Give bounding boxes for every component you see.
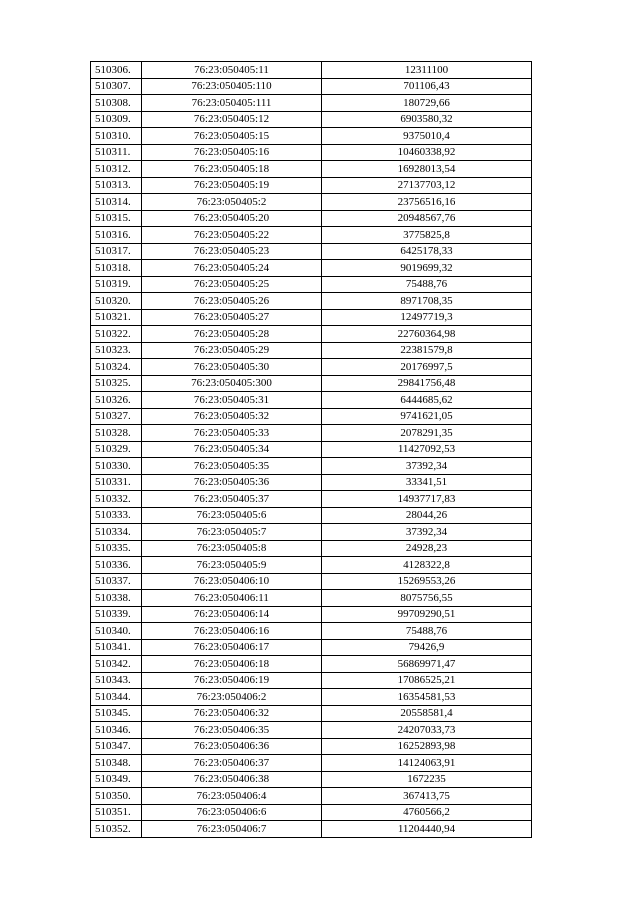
- cadastral-number-cell: 76:23:050405:31: [142, 392, 322, 409]
- row-number-cell: 510326.: [91, 392, 142, 409]
- table-row: [91, 441, 532, 458]
- row-number-cell: 510341.: [91, 639, 142, 656]
- cadastral-value-cell: 11427092,53: [322, 441, 532, 458]
- cadastral-number-cell: 76:23:050406:38: [142, 771, 322, 788]
- table-row: [91, 210, 532, 227]
- cadastral-number-cell: 76:23:050405:16: [142, 144, 322, 161]
- row-number-cell: 510318.: [91, 260, 142, 277]
- row-number-cell: 510327.: [91, 408, 142, 425]
- row-number-cell: 510321.: [91, 309, 142, 326]
- table-row: [91, 524, 532, 541]
- cadastral-value-cell: 79426,9: [322, 639, 532, 656]
- cadastral-number-cell: 76:23:050406:35: [142, 722, 322, 739]
- table-row: [91, 804, 532, 821]
- table-row: [91, 227, 532, 244]
- table-body: [91, 62, 532, 838]
- cadastral-value-cell: 24207033,73: [322, 722, 532, 739]
- row-number-cell: 510344.: [91, 689, 142, 706]
- cadastral-value-cell: 6444685,62: [322, 392, 532, 409]
- cadastral-value-cell: 180729,66: [322, 95, 532, 112]
- cadastral-number-cell: 76:23:050405:27: [142, 309, 322, 326]
- table-row: [91, 672, 532, 689]
- row-number-cell: 510345.: [91, 705, 142, 722]
- row-number-cell: 510342.: [91, 656, 142, 673]
- row-number-cell: 510351.: [91, 804, 142, 821]
- row-number-cell: 510346.: [91, 722, 142, 739]
- cadastral-number-cell: 76:23:050405:9: [142, 557, 322, 574]
- cadastral-number-cell: 76:23:050405:7: [142, 524, 322, 541]
- row-number-cell: 510329.: [91, 441, 142, 458]
- table-row: [91, 788, 532, 805]
- cadastral-value-cell: 11204440,94: [322, 821, 532, 838]
- cadastral-number-cell: 76:23:050406:32: [142, 705, 322, 722]
- cadastral-number-cell: 76:23:050405:30: [142, 359, 322, 376]
- cadastral-value-cell: 9375010,4: [322, 128, 532, 145]
- table-row: [91, 375, 532, 392]
- row-number-cell: 510319.: [91, 276, 142, 293]
- cadastral-number-cell: 76:23:050405:32: [142, 408, 322, 425]
- cadastral-value-cell: 367413,75: [322, 788, 532, 805]
- cadastral-value-cell: 56869971,47: [322, 656, 532, 673]
- cadastral-value-cell: 12311100: [322, 62, 532, 79]
- row-number-cell: 510348.: [91, 755, 142, 772]
- cadastral-value-cell: 4760566,2: [322, 804, 532, 821]
- table-row: [91, 623, 532, 640]
- table-row: [91, 194, 532, 211]
- cadastral-number-cell: 76:23:050405:12: [142, 111, 322, 128]
- cadastral-value-cell: 99709290,51: [322, 606, 532, 623]
- table-row: [91, 62, 532, 79]
- table-row: [91, 474, 532, 491]
- cadastral-number-cell: 76:23:050405:24: [142, 260, 322, 277]
- cadastral-value-cell: 37392,34: [322, 458, 532, 475]
- cadastral-value-cell: 16928013,54: [322, 161, 532, 178]
- row-number-cell: 510323.: [91, 342, 142, 359]
- cadastral-value-cell: 6425178,33: [322, 243, 532, 260]
- table-row: [91, 177, 532, 194]
- row-number-cell: 510310.: [91, 128, 142, 145]
- cadastral-value-cell: 8075756,55: [322, 590, 532, 607]
- cadastral-value-cell: 8971708,35: [322, 293, 532, 310]
- cadastral-value-cell: 1672235: [322, 771, 532, 788]
- row-number-cell: 510324.: [91, 359, 142, 376]
- cadastral-number-cell: 76:23:050405:37: [142, 491, 322, 508]
- table-row: [91, 491, 532, 508]
- cadastral-number-cell: 76:23:050406:7: [142, 821, 322, 838]
- cadastral-value-cell: 24928,23: [322, 540, 532, 557]
- table-row: [91, 771, 532, 788]
- cadastral-number-cell: 76:23:050405:36: [142, 474, 322, 491]
- cadastral-number-cell: 76:23:050405:8: [142, 540, 322, 557]
- row-number-cell: 510315.: [91, 210, 142, 227]
- table-row: [91, 276, 532, 293]
- cadastral-value-cell: 16354581,53: [322, 689, 532, 706]
- cadastral-value-cell: 4128322,8: [322, 557, 532, 574]
- cadastral-number-cell: 76:23:050406:19: [142, 672, 322, 689]
- row-number-cell: 510331.: [91, 474, 142, 491]
- cadastral-value-cell: 15269553,26: [322, 573, 532, 590]
- cadastral-number-cell: 76:23:050405:26: [142, 293, 322, 310]
- row-number-cell: 510320.: [91, 293, 142, 310]
- row-number-cell: 510307.: [91, 78, 142, 95]
- row-number-cell: 510347.: [91, 738, 142, 755]
- cadastral-number-cell: 76:23:050406:2: [142, 689, 322, 706]
- row-number-cell: 510352.: [91, 821, 142, 838]
- table-row: [91, 507, 532, 524]
- table-row: [91, 639, 532, 656]
- table-row: [91, 425, 532, 442]
- cadastral-value-cell: 9741621,05: [322, 408, 532, 425]
- cadastral-value-cell: 16252893,98: [322, 738, 532, 755]
- row-number-cell: 510343.: [91, 672, 142, 689]
- cadastral-value-cell: 75488,76: [322, 276, 532, 293]
- table-row: [91, 359, 532, 376]
- row-number-cell: 510350.: [91, 788, 142, 805]
- row-number-cell: 510314.: [91, 194, 142, 211]
- row-number-cell: 510311.: [91, 144, 142, 161]
- cadastral-number-cell: 76:23:050406:18: [142, 656, 322, 673]
- cadastral-value-cell: 6903580,32: [322, 111, 532, 128]
- cadastral-number-cell: 76:23:050406:16: [142, 623, 322, 640]
- cadastral-value-cell: 37392,34: [322, 524, 532, 541]
- cadastral-number-cell: 76:23:050406:14: [142, 606, 322, 623]
- table-row: [91, 408, 532, 425]
- cadastral-value-cell: 2078291,35: [322, 425, 532, 442]
- table-row: [91, 689, 532, 706]
- cadastral-value-cell: 27137703,12: [322, 177, 532, 194]
- table-row: [91, 111, 532, 128]
- table-row: [91, 540, 532, 557]
- cadastral-value-cell: 9019699,32: [322, 260, 532, 277]
- cadastral-value-cell: 33341,51: [322, 474, 532, 491]
- row-number-cell: 510328.: [91, 425, 142, 442]
- table-row: [91, 755, 532, 772]
- row-number-cell: 510312.: [91, 161, 142, 178]
- row-number-cell: 510313.: [91, 177, 142, 194]
- row-number-cell: 510334.: [91, 524, 142, 541]
- cadastral-value-cell: 23756516,16: [322, 194, 532, 211]
- row-number-cell: 510339.: [91, 606, 142, 623]
- cadastral-value-cell: 22760364,98: [322, 326, 532, 343]
- cadastral-number-cell: 76:23:050405:2: [142, 194, 322, 211]
- table-row: [91, 722, 532, 739]
- table-row: [91, 326, 532, 343]
- cadastral-number-cell: 76:23:050405:33: [142, 425, 322, 442]
- row-number-cell: 510306.: [91, 62, 142, 79]
- cadastral-number-cell: 76:23:050405:111: [142, 95, 322, 112]
- table-row: [91, 738, 532, 755]
- cadastral-number-cell: 76:23:050406:37: [142, 755, 322, 772]
- table-row: [91, 309, 532, 326]
- cadastral-number-cell: 76:23:050405:19: [142, 177, 322, 194]
- cadastral-number-cell: 76:23:050405:6: [142, 507, 322, 524]
- table-row: [91, 144, 532, 161]
- cadastral-number-cell: 76:23:050405:29: [142, 342, 322, 359]
- row-number-cell: 510337.: [91, 573, 142, 590]
- table-row: [91, 705, 532, 722]
- cadastral-number-cell: 76:23:050405:28: [142, 326, 322, 343]
- cadastral-value-cell: 20176997,5: [322, 359, 532, 376]
- table-row: [91, 342, 532, 359]
- row-number-cell: 510338.: [91, 590, 142, 607]
- table-row: [91, 293, 532, 310]
- cadastral-number-cell: 76:23:050406:4: [142, 788, 322, 805]
- table-row: [91, 656, 532, 673]
- cadastral-value-cell: 20948567,76: [322, 210, 532, 227]
- row-number-cell: 510317.: [91, 243, 142, 260]
- table-row: [91, 78, 532, 95]
- cadastral-value-cell: 701106,43: [322, 78, 532, 95]
- row-number-cell: 510333.: [91, 507, 142, 524]
- table-row: [91, 161, 532, 178]
- cadastral-value-cell: 29841756,48: [322, 375, 532, 392]
- cadastral-number-cell: 76:23:050406:6: [142, 804, 322, 821]
- cadastral-number-cell: 76:23:050406:17: [142, 639, 322, 656]
- row-number-cell: 510349.: [91, 771, 142, 788]
- cadastral-number-cell: 76:23:050406:36: [142, 738, 322, 755]
- row-number-cell: 510308.: [91, 95, 142, 112]
- cadastral-number-cell: 76:23:050405:110: [142, 78, 322, 95]
- table-row: [91, 590, 532, 607]
- row-number-cell: 510316.: [91, 227, 142, 244]
- cadastral-number-cell: 76:23:050405:35: [142, 458, 322, 475]
- cadastral-value-cell: 14124063,91: [322, 755, 532, 772]
- table-row: [91, 260, 532, 277]
- cadastral-value-cell: 3775825,8: [322, 227, 532, 244]
- cadastral-value-cell: 75488,76: [322, 623, 532, 640]
- cadastral-value-cell: 17086525,21: [322, 672, 532, 689]
- cadastral-number-cell: 76:23:050405:18: [142, 161, 322, 178]
- cadastral-value-table: [90, 61, 532, 838]
- cadastral-number-cell: 76:23:050405:15: [142, 128, 322, 145]
- table-row: [91, 243, 532, 260]
- cadastral-number-cell: 76:23:050406:11: [142, 590, 322, 607]
- cadastral-number-cell: 76:23:050405:25: [142, 276, 322, 293]
- table-row: [91, 95, 532, 112]
- row-number-cell: 510325.: [91, 375, 142, 392]
- cadastral-value-cell: 14937717,83: [322, 491, 532, 508]
- table-row: [91, 128, 532, 145]
- cadastral-number-cell: 76:23:050405:300: [142, 375, 322, 392]
- row-number-cell: 510330.: [91, 458, 142, 475]
- cadastral-value-cell: 22381579,8: [322, 342, 532, 359]
- table-row: [91, 557, 532, 574]
- row-number-cell: 510336.: [91, 557, 142, 574]
- row-number-cell: 510332.: [91, 491, 142, 508]
- cadastral-number-cell: 76:23:050405:34: [142, 441, 322, 458]
- cadastral-number-cell: 76:23:050405:22: [142, 227, 322, 244]
- row-number-cell: 510322.: [91, 326, 142, 343]
- cadastral-value-cell: 20558581,4: [322, 705, 532, 722]
- cadastral-value-cell: 28044,26: [322, 507, 532, 524]
- cadastral-number-cell: 76:23:050406:10: [142, 573, 322, 590]
- table-row: [91, 606, 532, 623]
- table-row: [91, 458, 532, 475]
- cadastral-value-cell: 10460338,92: [322, 144, 532, 161]
- row-number-cell: 510309.: [91, 111, 142, 128]
- cadastral-value-cell: 12497719,3: [322, 309, 532, 326]
- table-row: [91, 821, 532, 838]
- row-number-cell: 510335.: [91, 540, 142, 557]
- cadastral-number-cell: 76:23:050405:11: [142, 62, 322, 79]
- cadastral-number-cell: 76:23:050405:20: [142, 210, 322, 227]
- cadastral-number-cell: 76:23:050405:23: [142, 243, 322, 260]
- row-number-cell: 510340.: [91, 623, 142, 640]
- table-row: [91, 573, 532, 590]
- table-row: [91, 392, 532, 409]
